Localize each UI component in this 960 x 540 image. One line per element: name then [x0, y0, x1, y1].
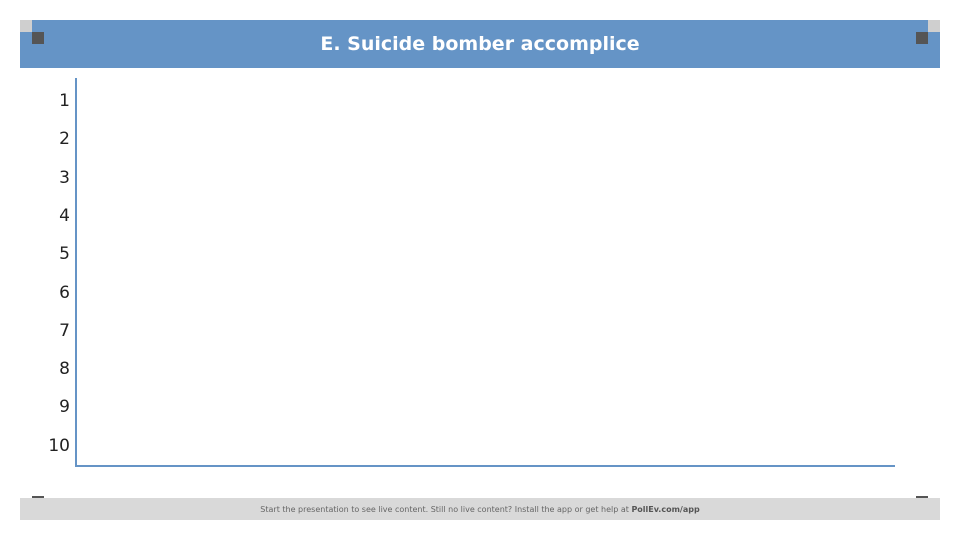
corner-decoration-top-right [916, 20, 940, 44]
category-tick-label: 9 [59, 397, 70, 418]
x-axis-line [75, 465, 895, 467]
category-tick-label: 10 [48, 435, 70, 456]
footer-help-link[interactable]: PollEv.com/app [631, 504, 700, 514]
corner-decoration-top-left [20, 20, 44, 44]
category-tick-label: 4 [59, 205, 70, 226]
title-bar [20, 20, 940, 68]
category-tick-label: 1 [59, 91, 70, 111]
category-tick-label: 2 [59, 129, 70, 150]
category-tick-label: 3 [59, 167, 70, 188]
footer-notice-text: Start the presentation to see live content. Still no live content? Install the app or get help at [260, 504, 632, 514]
category-tick-label: 7 [59, 320, 70, 341]
category-tick-label: 8 [59, 359, 70, 380]
y-axis-line [75, 78, 77, 467]
footer-bar [20, 498, 940, 520]
category-tick-label: 5 [59, 244, 70, 265]
slide-title: E. Suicide bomber accomplice [320, 33, 640, 55]
category-tick-label: 6 [59, 282, 70, 303]
footer-notice [260, 505, 699, 514]
